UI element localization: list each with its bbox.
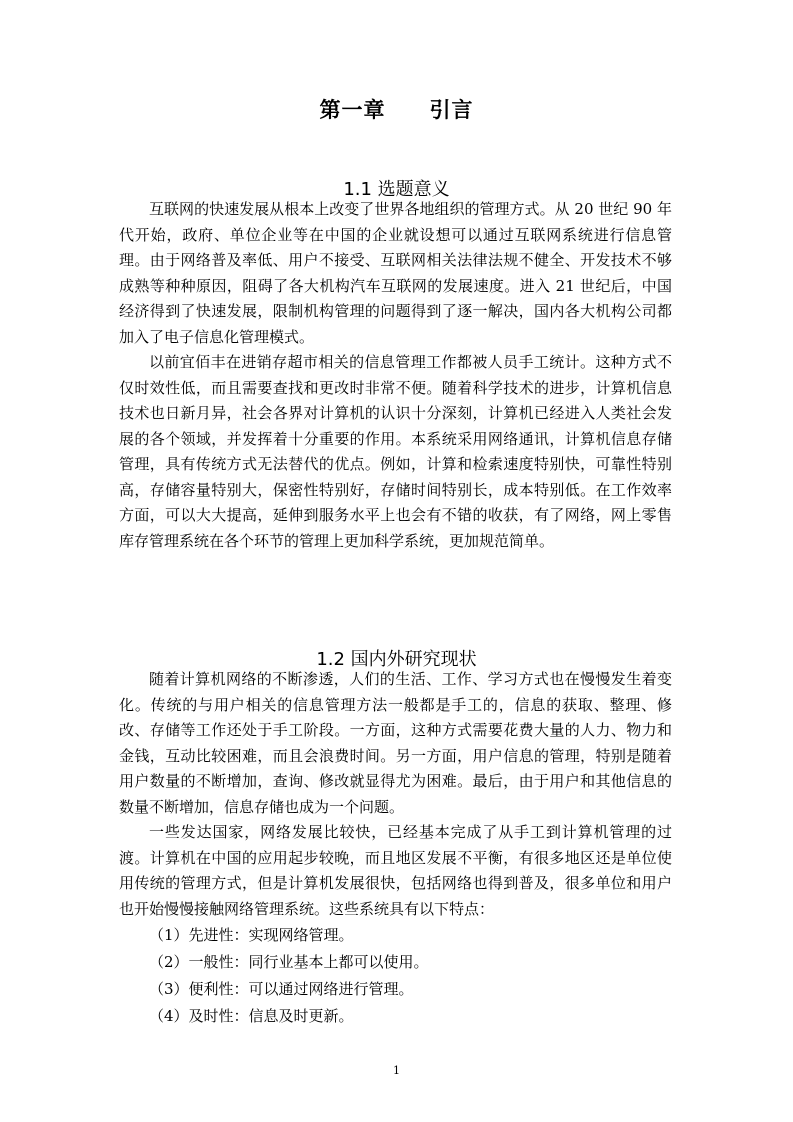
list-item: （4）及时性：信息及时更新。 [149, 1007, 354, 1025]
section-2-body [119, 667, 672, 1030]
page-number: 1 [393, 1064, 400, 1077]
paragraph: 随着计算机网络的不断渗透，人们的生活、工作、学习方式也在慢慢发生着变化。传统的与用户相关的信息管理方法一般都是手工的，信息的获取、整理、修改、存储等工作还处于手工阶段。一方面，这种方式需要花费大量的人力、物力和金钱，互动比较困难，而且会浪费时间。另一方面，用户信息的管理，特别是随着用户数量的不断增加，查询、修改就显得尤为困难。最后，由于用户和其他信息的数量不断增加，信息存储也成为一个问题。 [119, 670, 672, 816]
paragraph: 互联网的快速发展从根本上改变了世界各地组织的管理方式。从 20 世纪 90 年代开始，政府、单位企业等在中国的企业就设想可以通过互联网系统进行信息管理。由于网络普及率低、用户不接受、互联网相关法律法规不健全、开发技术不够成熟等种种原因，阻碍了各大机构汽车互联网的发展速度。进入 21 世纪后，中国经济得到了快速发展，限制机构管理的问题得到了逐一解决，国内各大机构公司都加入了电子信息化管理模式。 [119, 200, 672, 346]
chapter-title: 第一章 引言 [319, 98, 474, 122]
section-heading-1-1: 1.1 选题意义 [343, 179, 450, 200]
list-item: （3）便利性：可以通过网络进行管理。 [149, 980, 414, 998]
list-item: （1）先进性：实现网络管理。 [149, 926, 354, 944]
list-item: （2）一般性：同行业基本上都可以使用。 [149, 953, 429, 971]
paragraph: 以前宜佰丰在进销存超市相关的信息管理工作都被人员手工统计。这种方式不仅时效性低，而且需要查找和更改时非常不便。随着科学技术的进步，计算机信息技术也日新月异，社会各界对计算机的认识十分深刻，计算机已经进入人类社会发展的各个领域，并发挥着十分重要的作用。本系统采用网络通讯，计算机信息存储管理，具有传统方式无法替代的优点。例如，计算和检索速度特别快，可靠性特别高，存储容量特别大，保密性特别好，存储时间特别长，成本特别低。在工作效率方面，可以大大提高，延伸到服务水平上也会有不错的收获，有了网络，网上零售库存管理系统在各个环节的管理上更加科学系统，更加规范简单。 [119, 353, 672, 550]
paragraph: 一些发达国家，网络发展比较快，已经基本完成了从手工到计算机管理的过渡。计算机在中国的应用起步较晚，而且地区发展不平衡，有很多地区还是单位使用传统的管理方式，但是计算机发展很快，包括网络也得到普及，很多单位和用户也开始慢慢接触网络管理系统。这些系统具有以下特点： [119, 823, 672, 918]
section-heading-1-2: 1.2 国内外研究现状 [316, 649, 477, 670]
section-1-body [119, 197, 672, 554]
